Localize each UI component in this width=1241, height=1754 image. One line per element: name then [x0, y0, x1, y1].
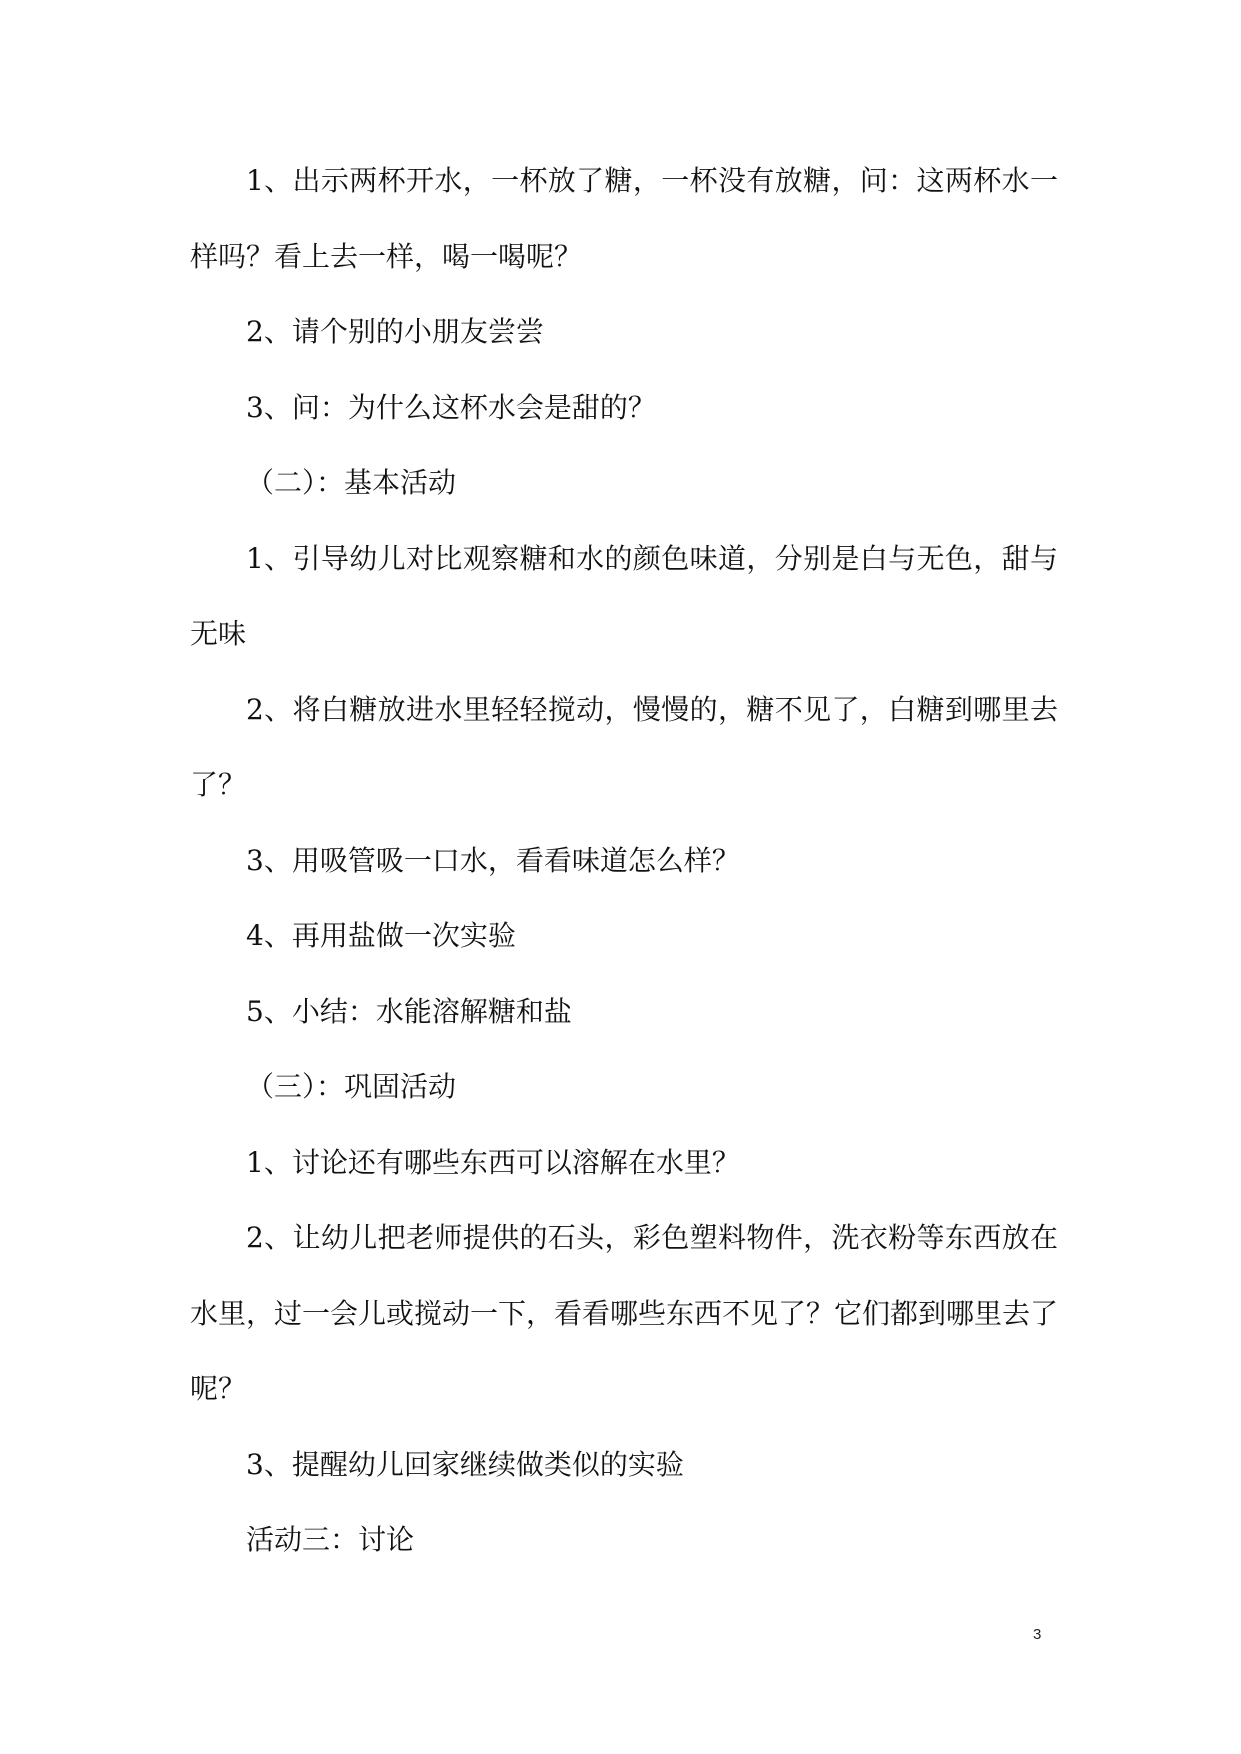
paragraph: 1、出示两杯开水，一杯放了糖，一杯没有放糖，问：这两杯水一样吗？看上去一样，喝一喝呢？	[190, 164, 1058, 273]
paragraph: 1、引导幼儿对比观察糖和水的颜色味道，分别是白与无色，甜与无味	[190, 541, 1058, 650]
body-text	[190, 143, 1058, 1578]
paragraph: 2、将白糖放进水里轻轻搅动，慢慢的，糖不见了，白糖到哪里去了？	[190, 692, 1058, 801]
paragraph: 2、让幼儿把老师提供的石头，彩色塑料物件，洗衣粉等东西放在水里，过一会儿或搅动一下，看看哪些东西不见了？它们都到哪里去了呢？	[190, 1221, 1059, 1405]
paragraph: 1、讨论还有哪些东西可以溶解在水里？	[246, 1145, 740, 1179]
paragraph: 3、问：为什么这杯水会是甜的？	[246, 390, 656, 424]
page-number: 3	[1033, 1626, 1042, 1643]
paragraph: 5、小结：水能溶解糖和盐	[246, 994, 572, 1028]
paragraph: 3、提醒幼儿回家继续做类似的实验	[246, 1447, 684, 1481]
paragraph: 4、再用盐做一次实验	[246, 919, 516, 952]
section-heading: 活动三：讨论	[246, 1523, 415, 1556]
section-heading: （二）：基本活动	[246, 466, 457, 499]
paragraph: 2、请个别的小朋友尝尝	[246, 315, 544, 348]
paragraph: 3、用吸管吸一口水，看看味道怎么样？	[246, 843, 740, 877]
section-heading: （三）：巩固活动	[246, 1070, 457, 1103]
